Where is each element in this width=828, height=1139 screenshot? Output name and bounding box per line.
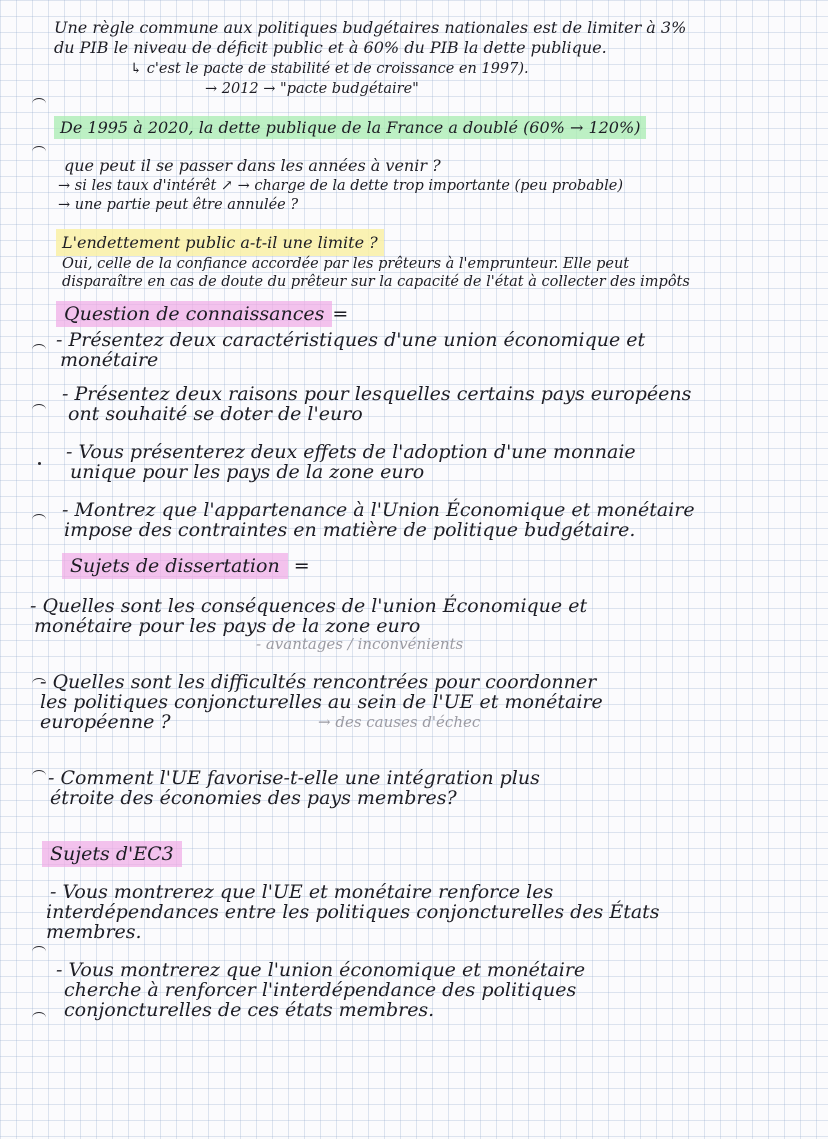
q1-line-2: monétaire: [60, 349, 159, 371]
margin-mark: [32, 146, 46, 157]
intro-line-1: Une règle commune aux politiques budgétaires nationales est de limiter à 3%: [54, 18, 687, 37]
connaissances-heading-row: [56, 304, 348, 324]
margin-mark: [32, 770, 46, 781]
connaissances-heading: Question de connaissances: [56, 301, 332, 327]
s1-line-1: - Quelles sont les conséquences de l'union Économique et: [30, 595, 588, 617]
margin-mark: [32, 1012, 46, 1023]
limit-question-row: [56, 233, 384, 253]
connaissances-heading-suffix: =: [332, 303, 349, 325]
intro-line-4: → 2012 → "pacte budgétaire": [205, 81, 419, 97]
s1-line-2: monétaire pour les pays de la zone euro: [34, 615, 421, 637]
debt-doubled-line: [54, 118, 646, 138]
q4-line-1: - Montrez que l'appartenance à l'Union Économique et monétaire: [62, 499, 695, 521]
q1-line-1: - Présentez deux caractéristiques d'une union économique et: [56, 329, 646, 351]
margin-mark: [32, 946, 46, 957]
future-question: que peut il se passer dans les années à venir ?: [64, 156, 441, 175]
s3-line-2: étroite des économies des pays membres?: [50, 787, 457, 809]
s2-line-3: européenne ?: [40, 711, 171, 733]
ec3-heading: Sujets d'EC3: [42, 841, 182, 867]
margin-dot: [38, 462, 41, 465]
q3-line-1: - Vous présenterez deux effets de l'adoption d'une monnaie: [66, 441, 636, 463]
margin-mark: [32, 404, 46, 415]
e2-line-2: cherche à renforcer l'interdépendance des politiques: [64, 979, 577, 1001]
limit-answer-2: disparaître en cas de doute du prêteur sur la capacité de l'état à collecter des impôts: [62, 274, 690, 290]
margin-mark: [32, 514, 46, 525]
s2-note: → des causes d'échec: [318, 713, 481, 731]
e2-line-1: - Vous montrerez que l'union économique et monétaire: [56, 959, 586, 981]
intro-line-3: ↳ c'est le pacte de stabilité et de croissance en 1997).: [130, 61, 529, 77]
dissertation-heading-row: [62, 556, 310, 576]
q3-line-2: unique pour les pays de la zone euro: [70, 461, 425, 483]
s3-line-1: - Comment l'UE favorise-t-elle une intégration plus: [48, 767, 540, 789]
limit-answer-1: Oui, celle de la confiance accordée par les prêteurs à l'emprunteur. Elle peut: [62, 256, 630, 272]
s2-line-2: les politiques conjoncturelles au sein de l'UE et monétaire: [40, 691, 603, 713]
q4-line-2: impose des contraintes en matière de politique budgétaire.: [64, 519, 636, 541]
future-point-1: → si les taux d'intérêt ↗ → charge de la dette trop importante (peu probable): [58, 178, 624, 194]
s1-note: - avantages / inconvénients: [256, 635, 464, 653]
e1-line-3: membres.: [46, 921, 142, 943]
green-highlight: De 1995 à 2020, la dette publique de la France a doublé (60% → 120%): [54, 116, 646, 139]
intro-line-2: du PIB le niveau de déficit public et à 60% du PIB la dette publique.: [54, 38, 607, 57]
s2-line-1: - Quelles sont les difficultés rencontrées pour coordonner: [40, 671, 597, 693]
e1-line-1: - Vous montrerez que l'UE et monétaire renforce les: [50, 881, 554, 903]
q2-line-2: ont souhaité se doter de l'euro: [68, 403, 363, 425]
yellow-highlight: L'endettement public a-t-il une limite ?: [56, 229, 384, 256]
margin-mark: [32, 98, 46, 109]
future-point-2: → une partie peut être annulée ?: [58, 197, 299, 213]
margin-mark: [32, 344, 46, 355]
dissertation-heading-suffix: =: [293, 555, 310, 577]
dissertation-heading: Sujets de dissertation: [62, 553, 288, 579]
e1-line-2: interdépendances entre les politiques conjoncturelles des États: [46, 901, 660, 923]
q2-line-1: - Présentez deux raisons pour lesquelles certains pays européens: [62, 383, 692, 405]
ec3-heading-row: [42, 844, 182, 864]
e2-line-3: conjoncturelles de ces états membres.: [64, 999, 435, 1021]
